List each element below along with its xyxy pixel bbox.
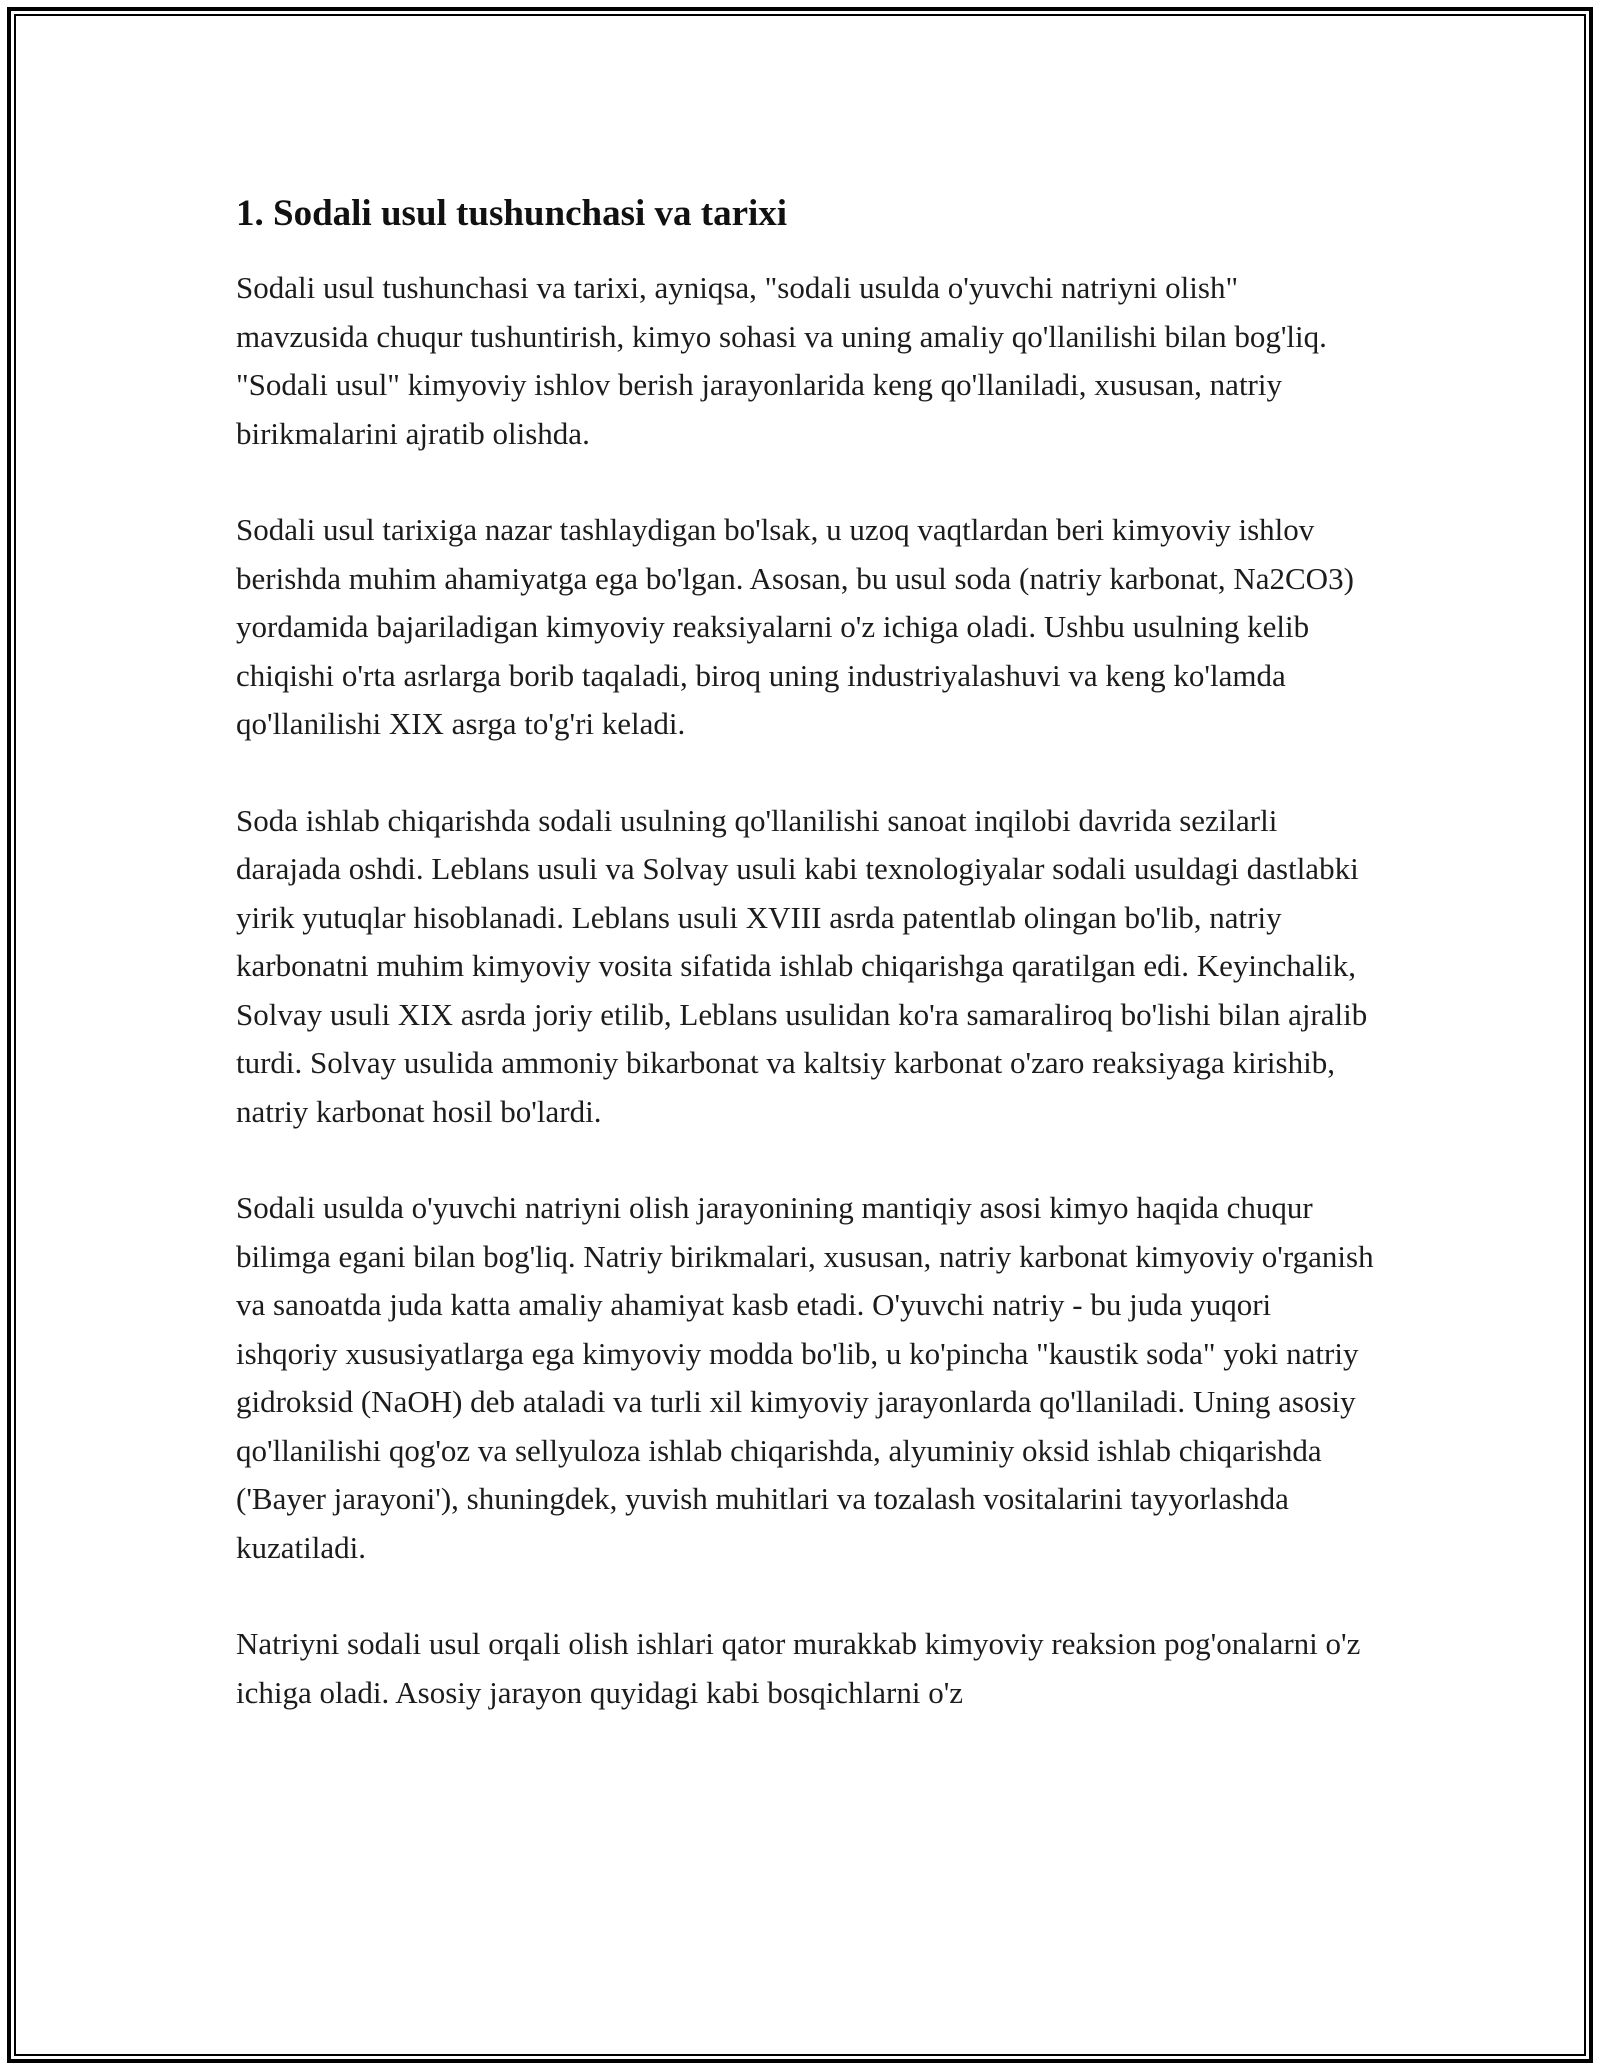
paragraph-5: Natriyni sodali usul orqali olish ishlari qator murakkab kimyoviy reaksion pog'onalarni o'z ichiga oladi. Asosiy jarayon quyidagi kabi bosqichlarni o'z — [236, 1626, 1361, 1710]
section-heading: 1. Sodali usul tushunchasi va tarixi — [236, 193, 788, 234]
paragraph-4: Sodali usulda o'yuvchi natriyni olish jarayonining mantiqiy asosi kimyo haqida chuqur bilimga egani bilan bog'liq. Natriy birikmalari, xususan, natriy karbonat kimyoviy o'rganish va sanoatda juda katta amaliy ahamiyat kasb etadi. O'yuvchi natriy - bu juda yuqori ishqoriy xususiyatlarga ega kimyoviy modda bo'lib, u ko'pincha "kaustik soda" yoki natriy gidroksid (NaOH) deb ataladi va turli xil kimyoviy jarayonlarda qo'llaniladi. Uning asosiy qo'llanilishi qog'oz va sellyuloza ishlab chiqarishda, alyuminiy oksid ishlab chiqarishda ('Bayer jarayoni'), shuningdek, yuvish muhitlari va tozalash vositalarini tayyorlashda kuzatiladi. — [236, 1190, 1374, 1565]
paragraph-2: Sodali usul tarixiga nazar tashlaydigan bo'lsak, u uzoq vaqtlardan beri kimyoviy ishlov berishda muhim ahamiyatga ega bo'lgan. Asosan, bu usul soda (natriy karbonat, Na2CO3) yordamida bajariladigan kimyoviy reaksiyalarni o'z ichiga oladi. Ushbu usulning kelib chiqishi o'rta asrlarga borib taqaladi, biroq uning industriyalashuvi va keng ko'lamda qo'llanilishi XIX asrga to'g'ri keladi. — [236, 512, 1354, 741]
document-body — [236, 186, 1376, 1765]
paragraph-1: Sodali usul tushunchasi va tarixi, ayniqsa, "sodali usulda o'yuvchi natriyni olish" mavzusida chuqur tushuntirish, kimyo sohasi va uning amaliy qo'llanilishi bilan bog'liq. "Sodali usul" kimyoviy ishlov berish jarayonlarida keng qo'llaniladi, xususan, natriy birikmalarini ajratib olishda. — [236, 270, 1327, 451]
paragraph-3: Soda ishlab chiqarishda sodali usulning qo'llanilishi sanoat inqilobi davrida sezilarli darajada oshdi. Leblans usuli va Solvay usuli kabi texnologiyalar sodali usuldagi dastlabki yirik yutuqlar hisoblanadi. Leblans usuli XVIII asrda patentlab olingan bo'lib, natriy karbonatni muhim kimyoviy vosita sifatida ishlab chiqarishga qaratilgan edi. Keyinchalik, Solvay usuli XIX asrda joriy etilib, Leblans usulidan ko'ra samaraliroq bo'lishi bilan ajralib turdi. Solvay usulida ammoniy bikarbonat va kaltsiy karbonat o'zaro reaksiyaga kirishib, natriy karbonat hosil bo'lardi. — [236, 802, 1368, 1129]
